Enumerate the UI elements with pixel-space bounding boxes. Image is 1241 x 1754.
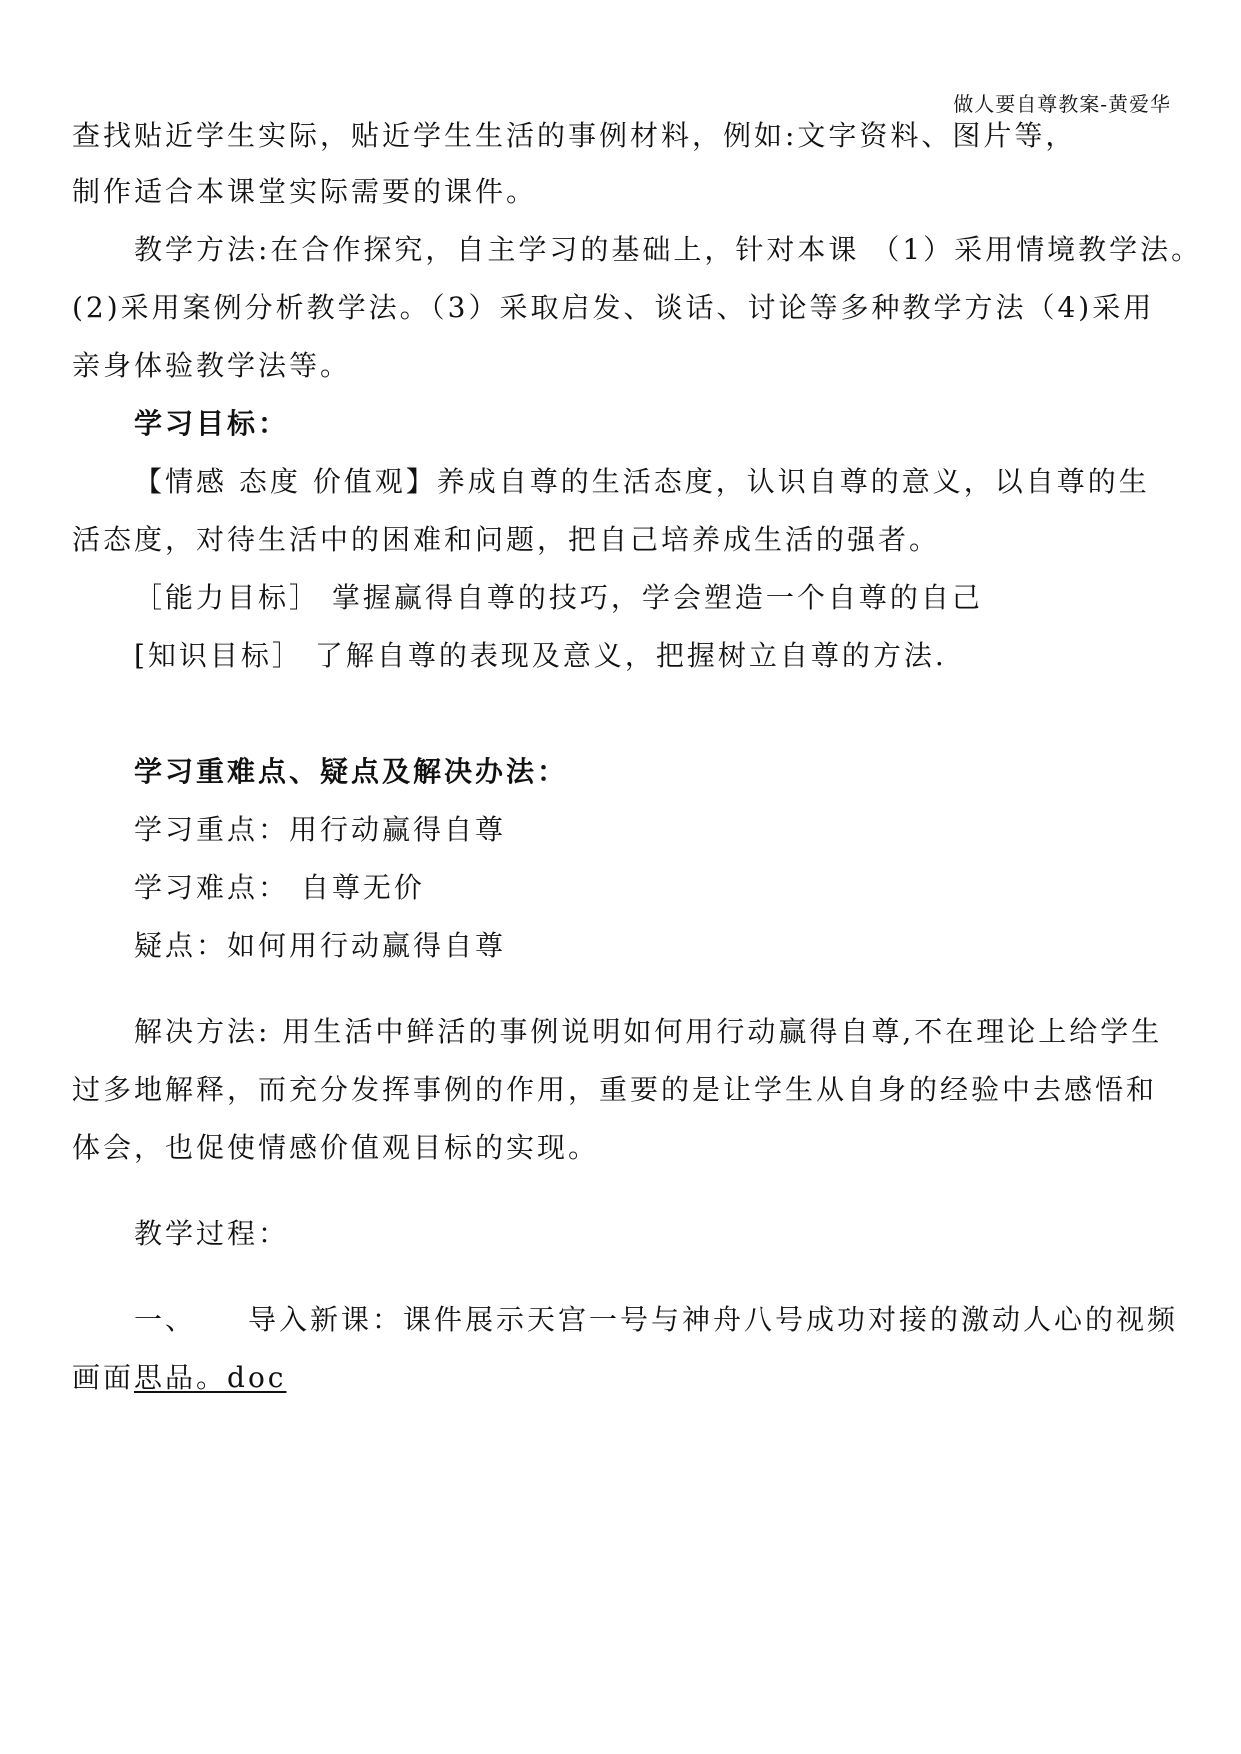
difficult-point-line: 学习难点： 自尊无价 <box>134 871 425 904</box>
paragraph-line: 制作适合本课堂实际需要的课件。 <box>72 175 538 208</box>
solution-line: 解决方法: 用生活中鲜活的事例说明如何用行动赢得自尊,不在理论上给学生 <box>134 1015 1163 1048</box>
document-link[interactable]: 思品。doc <box>134 1361 287 1394</box>
emotion-goal-line: 活态度，对待生活中的困难和问题，把自己培养成生活的强者。 <box>72 523 941 556</box>
list-number: 一、 <box>134 1303 197 1336</box>
teaching-method-line: (2)采用案例分析教学法。（3）采取启发、谈话、讨论等多种教学方法（4)采用 <box>72 291 1155 324</box>
lesson-intro-text: 导入新课：课件展示天宫一号与神舟八号成功对接的激动人心的视频 <box>248 1303 1179 1336</box>
lesson-intro-line <box>134 1300 1241 1340</box>
doubt-point-line: 疑点：如何用行动赢得自尊 <box>134 929 507 962</box>
solution-line: 体会，也促使情感价值观目标的实现。 <box>72 1131 600 1164</box>
paragraph-line: 查找贴近学生实际，贴近学生生活的事例材料，例如:文字资料、图片等， <box>72 119 1077 152</box>
section-heading-goals: 学习目标： <box>134 407 290 440</box>
page-header: 做人要自尊教案-黄爱华 <box>953 92 1171 116</box>
knowledge-goal-line: [知识目标］ 了解自尊的表现及意义，把握树立自尊的方法. <box>134 639 947 672</box>
teaching-method-line: 亲身体验教学法等。 <box>72 349 352 382</box>
teaching-method-line: 教学方法:在合作探究，自主学习的基础上，针对本课 （1）采用情境教学法。 <box>134 233 1203 266</box>
teaching-process-heading: 教学过程： <box>134 1217 290 1250</box>
section-heading-key-points: 学习重难点、疑点及解决办法： <box>134 755 569 788</box>
solution-line: 过多地解释，而充分发挥事例的作用，重要的是让学生从自身的经验中去感悟和 <box>72 1073 1158 1106</box>
lesson-intro-text: 画面 <box>72 1361 135 1394</box>
ability-goal-line: ［能力目标］ 掌握赢得自尊的技巧，学会塑造一个自尊的自己 <box>134 581 983 614</box>
key-point-line: 学习重点：用行动赢得自尊 <box>134 813 507 846</box>
lesson-intro-line <box>72 1358 1182 1398</box>
emotion-goal-line: 【情感 态度 价值观】养成自尊的生活态度，认识自尊的意义，以自尊的生 <box>134 465 1150 498</box>
